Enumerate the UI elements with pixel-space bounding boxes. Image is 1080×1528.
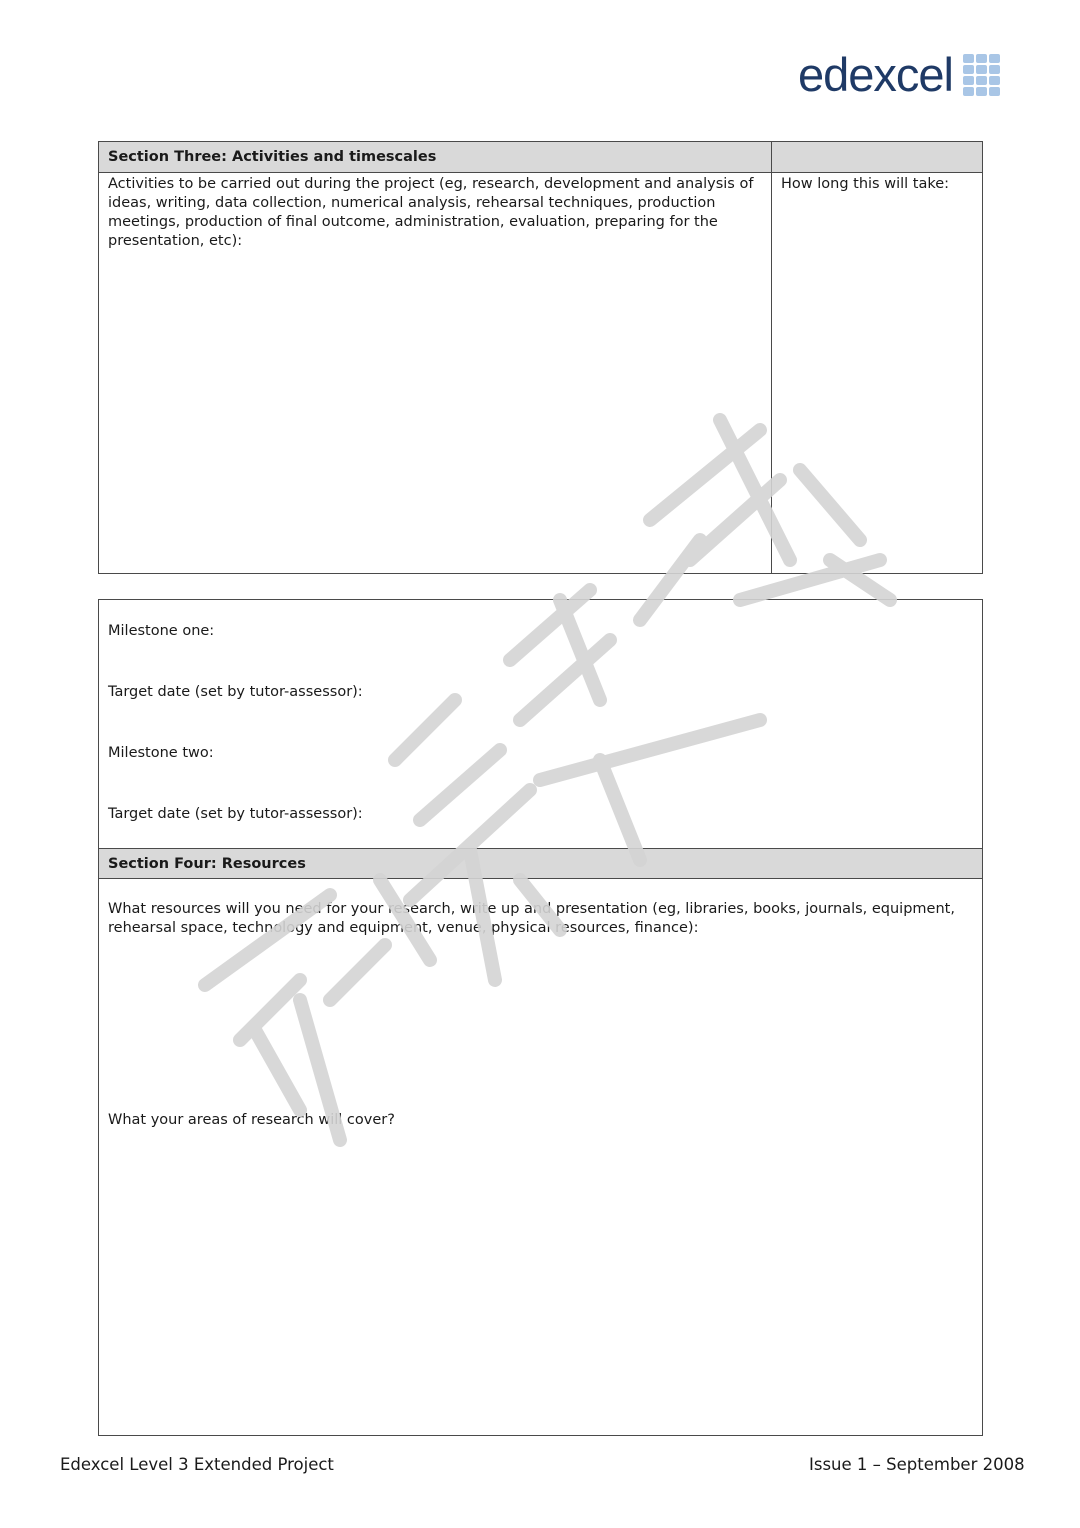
logo-wordmark: edexcel xyxy=(798,48,953,101)
milestone-two-label: Milestone two: xyxy=(108,745,214,761)
duration-label: How long this will take: xyxy=(781,176,950,192)
section-three-table xyxy=(98,141,983,574)
footer-document-title: Edexcel Level 3 Extended Project xyxy=(60,1455,334,1474)
section-three-title: Section Three: Activities and timescales xyxy=(108,149,437,165)
milestone-one-label: Milestone one: xyxy=(108,623,215,639)
milestones-resources-table xyxy=(98,599,983,1436)
footer-issue-date: Issue 1 – September 2008 xyxy=(809,1455,1025,1474)
section-four-title: Section Four: Resources xyxy=(108,855,306,872)
target-date-two-label: Target date (set by tutor-assessor): xyxy=(108,806,363,822)
edexcel-logo xyxy=(798,50,1000,100)
column-divider xyxy=(771,142,772,573)
section-three-header xyxy=(99,142,982,173)
section-four-header xyxy=(99,848,982,879)
target-date-one-label: Target date (set by tutor-assessor): xyxy=(108,684,363,700)
resources-question: What resources will you need for your research, write up and presentation (eg, libraries, books, journals, equipment, rehearsal space, technology and equipment, venue, physical resources, finance): xyxy=(108,901,955,936)
logo-squares-icon xyxy=(963,54,1000,96)
research-areas-question: What your areas of research will cover? xyxy=(108,1112,395,1128)
activities-label: Activities to be carried out during the project (eg, research, development and analysis of ideas, writing, data collection, numerical analysis, rehearsal techniques, production meetings, production of final outcome, administration, evaluation, preparing for the presentation, etc): xyxy=(108,176,754,249)
